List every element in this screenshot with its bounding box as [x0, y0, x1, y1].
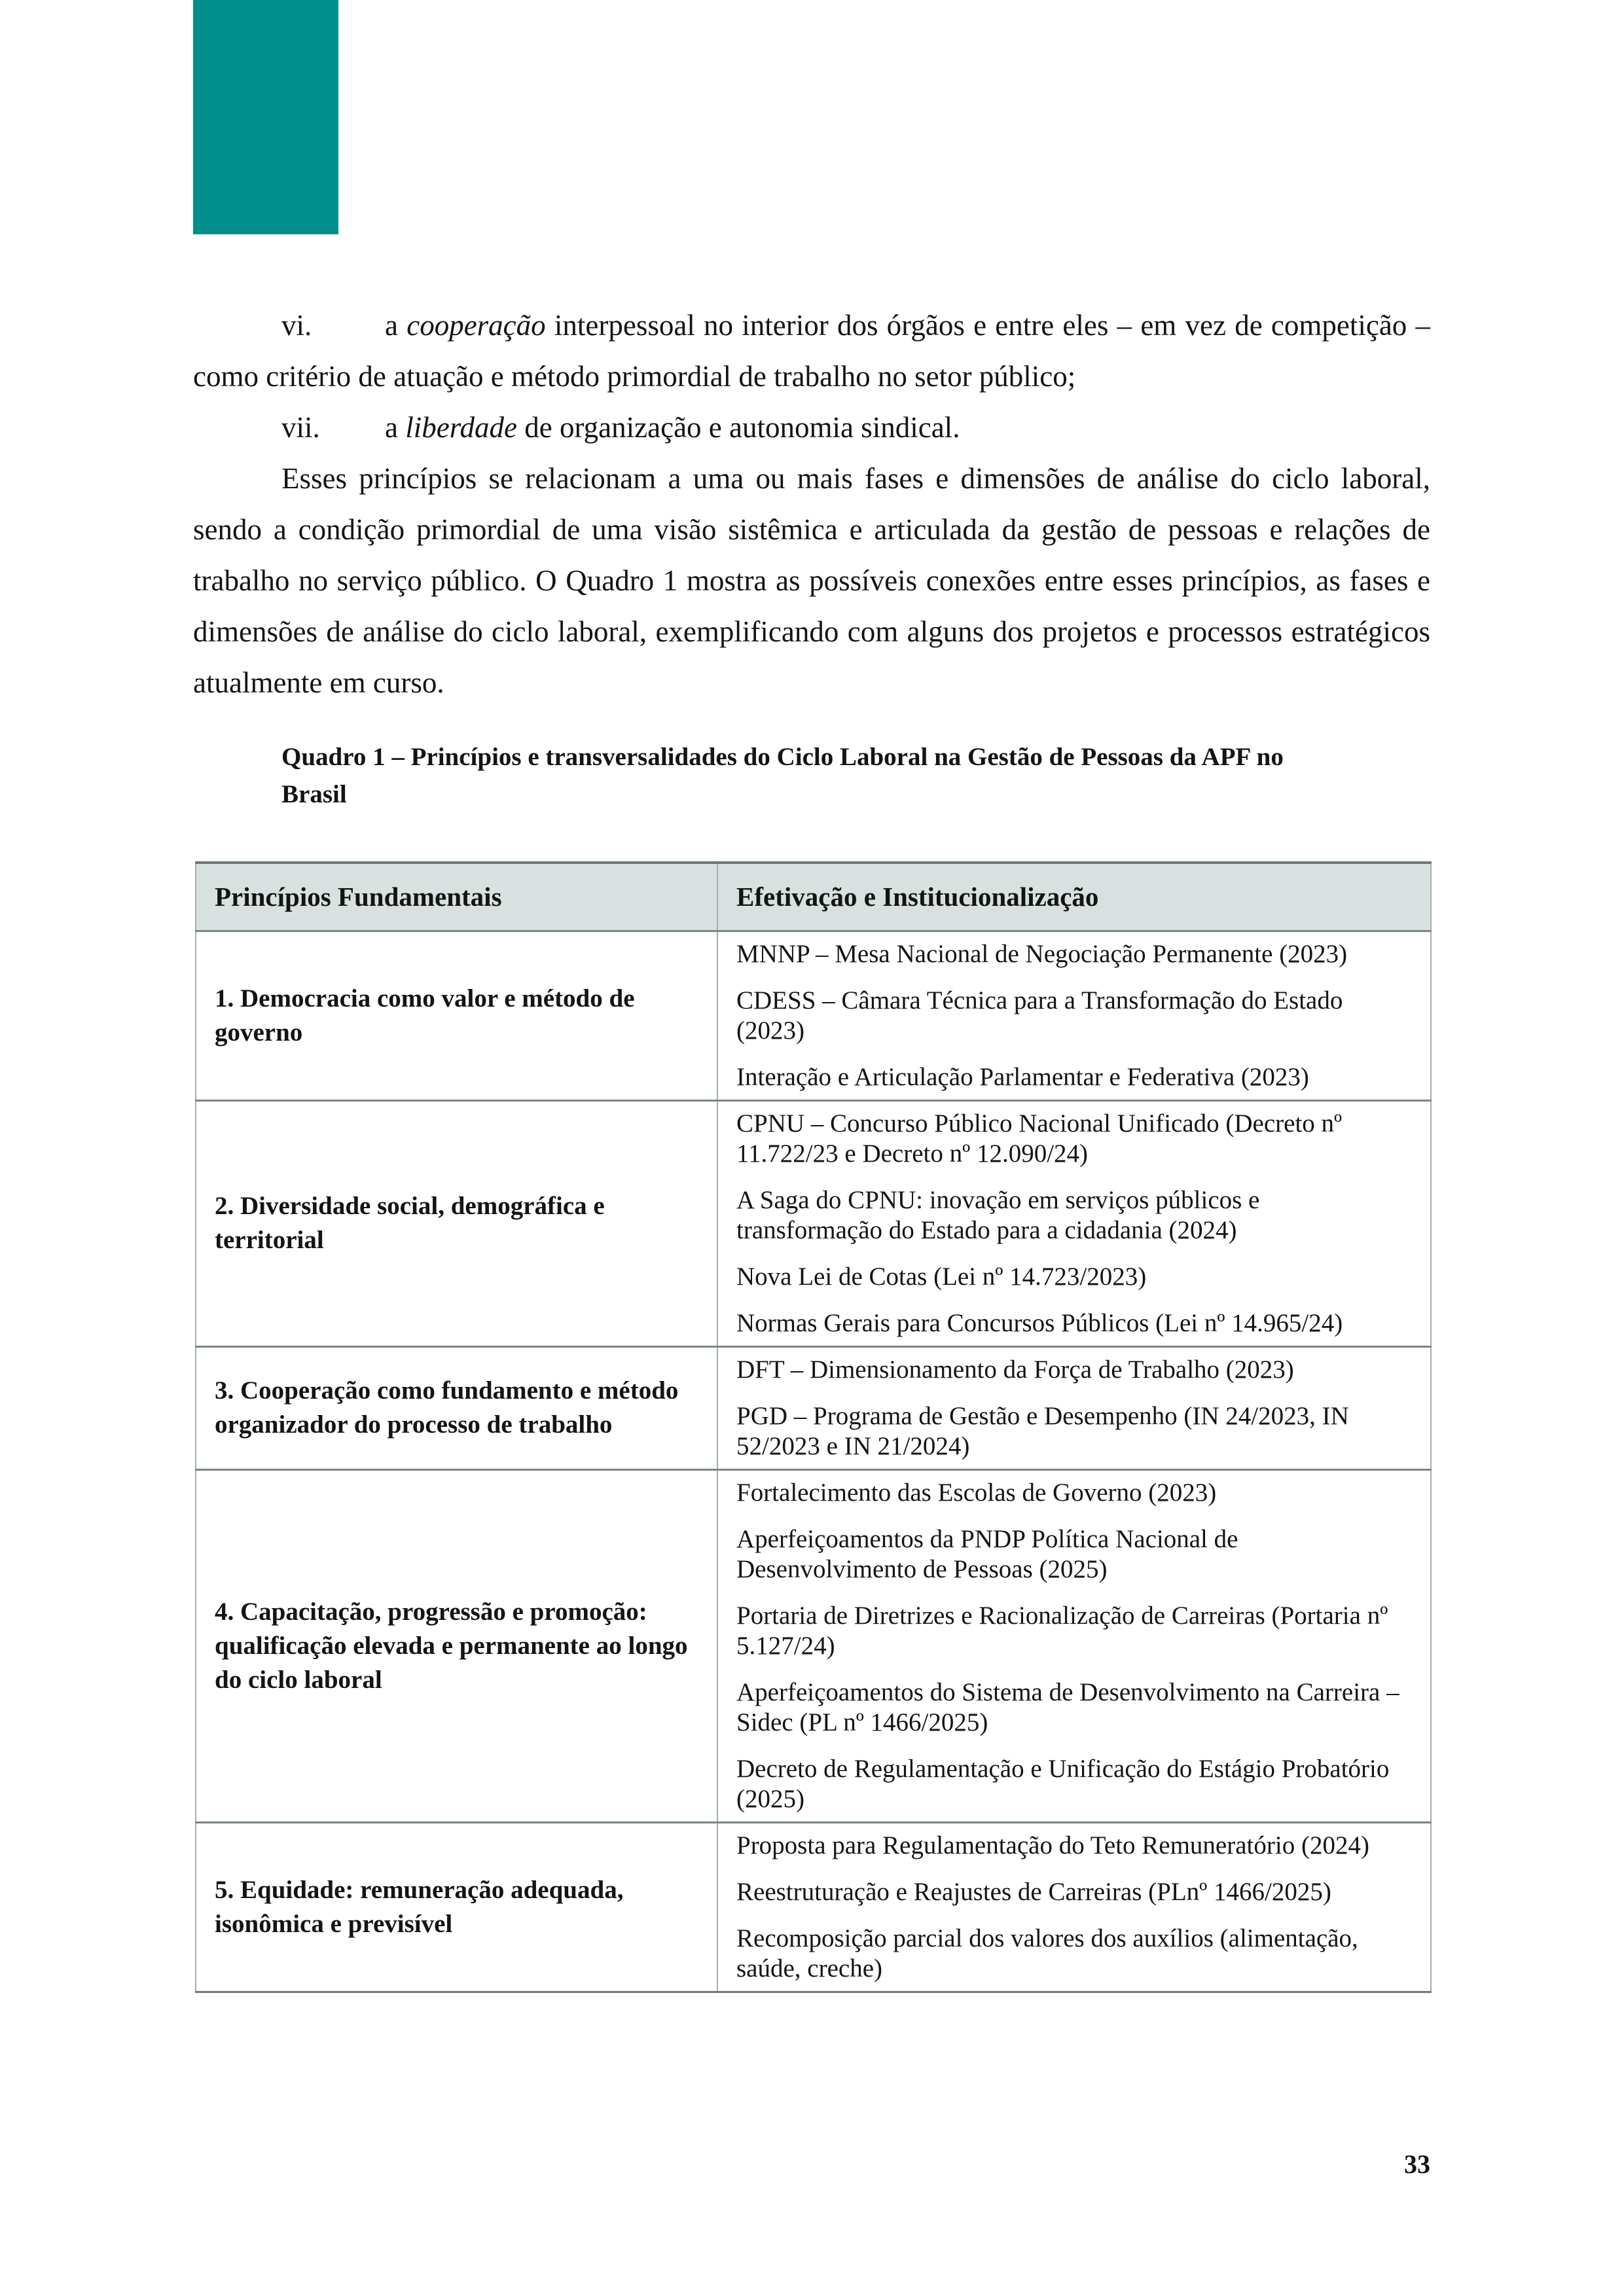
- institutionalization-item: Decreto de Regulamentação e Unificação do Estágio Probatório (2025): [736, 1754, 1390, 1813]
- italic-term: liberdade: [405, 411, 518, 444]
- table-row: [196, 1100, 1431, 1346]
- items-cell: [717, 1469, 1431, 1822]
- page-number: 33: [1404, 2149, 1430, 2179]
- principle-cell: 4. Capacitação, progressão e promoção: qualificação elevada e permanente ao longo do ciclo laboral: [196, 1469, 717, 1822]
- list-item-vii-text: a liberdade de organização e autonomia sindical.: [385, 411, 960, 444]
- table-row: [196, 931, 1431, 1100]
- institutionalization-item: Fortalecimento das Escolas de Governo (2023): [736, 1478, 1217, 1507]
- institutionalization-item: Proposta para Regulamentação do Teto Remuneratório (2024): [736, 1831, 1369, 1859]
- table-row: [196, 1346, 1431, 1469]
- table-caption: [281, 738, 1381, 813]
- list-item-vi: [193, 300, 1430, 402]
- table-caption-line2: Brasil: [281, 780, 347, 808]
- roman-numeral-vii: vii.: [281, 411, 320, 444]
- institutionalization-item: Aperfeiçoamentos da PNDP Política Nacional de Desenvolvimento de Pessoas (2025): [736, 1524, 1238, 1583]
- items-cell: [717, 1346, 1431, 1469]
- institutionalization-item: MNNP – Mesa Nacional de Negociação Permanente (2023): [736, 939, 1348, 968]
- table-header-row: [196, 863, 1431, 931]
- list-item-vii: [193, 402, 1430, 453]
- institutionalization-item: Recomposição parcial dos valores dos auxílios (alimentação, saúde, creche): [736, 1924, 1358, 1982]
- roman-numeral-vi: vi.: [281, 309, 312, 342]
- table-caption-line1: Quadro 1 – Princípios e transversalidades do Ciclo Laboral na Gestão de Pessoas da APF no: [281, 743, 1284, 771]
- institutionalization-item: CDESS – Câmara Técnica para a Transformação do Estado (2023): [736, 986, 1343, 1045]
- principle-cell: 3. Cooperação como fundamento e método organizador do processo de trabalho: [196, 1346, 717, 1469]
- institutionalization-item: DFT – Dimensionamento da Força de Trabalho (2023): [736, 1355, 1294, 1384]
- institutionalization-item: A Saga do CPNU: inovação em serviços públicos e transformação do Estado para a cidadania (2024): [736, 1185, 1260, 1244]
- items-cell: [717, 1822, 1431, 1992]
- items-cell: [717, 1100, 1431, 1346]
- principle-cell: 5. Equidade: remuneração adequada, isonômica e previsível: [196, 1822, 717, 1992]
- quadro-table: [195, 861, 1432, 1993]
- table-row: [196, 1822, 1431, 1992]
- institutionalization-item: Aperfeiçoamentos do Sistema de Desenvolvimento na Carreira – Sidec (PL nº 1466/2025): [736, 1677, 1399, 1736]
- institutionalization-item: Nova Lei de Cotas (Lei nº 14.723/2023): [736, 1262, 1147, 1291]
- list-item-vi-text: a cooperação interpessoal no interior dos órgãos e entre eles – em vez de competição – como critério de atuação e método primordial de trabalho no setor público;: [193, 309, 1431, 393]
- col-header-principios: Princípios Fundamentais: [196, 863, 717, 931]
- institutionalization-item: Interação e Articulação Parlamentar e Federativa (2023): [736, 1062, 1309, 1091]
- institutionalization-item: Reestruturação e Reajustes de Carreiras (PLnº 1466/2025): [736, 1877, 1331, 1906]
- body-text: [193, 300, 1430, 708]
- principle-cell: 1. Democracia como valor e método de governo: [196, 931, 717, 1100]
- institutionalization-item: Portaria de Diretrizes e Racionalização de Carreiras (Portaria nº 5.127/24): [736, 1601, 1388, 1660]
- items-cell: [717, 931, 1431, 1100]
- italic-term: cooperação: [406, 309, 546, 342]
- quadro-table-body: [196, 931, 1431, 1992]
- institutionalization-item: Normas Gerais para Concursos Públicos (Lei nº 14.965/24): [736, 1308, 1343, 1337]
- body-paragraph: Esses princípios se relacionam a uma ou mais fases e dimensões de análise do ciclo laboral, sendo a condição primordial de uma visão sistêmica e articulada da gestão de pessoas e relações de trabalho no serviço público. O Quadro 1 mostra as possíveis conexões entre esses princípios, as fases e dimensões de análise do ciclo laboral, exemplificando com alguns dos projetos e processos estratégicos atualmente em curso.: [193, 462, 1430, 699]
- table-row: [196, 1469, 1431, 1822]
- brand-color-block: [193, 0, 338, 234]
- institutionalization-item: PGD – Programa de Gestão e Desempenho (IN 24/2023, IN 52/2023 e IN 21/2024): [736, 1401, 1349, 1460]
- principle-cell: 2. Diversidade social, demográfica e territorial: [196, 1100, 717, 1346]
- institutionalization-item: CPNU – Concurso Público Nacional Unificado (Decreto nº 11.722/23 e Decreto nº 12.090/24): [736, 1109, 1343, 1168]
- col-header-efetivacao: Efetivação e Institucionalização: [717, 863, 1431, 931]
